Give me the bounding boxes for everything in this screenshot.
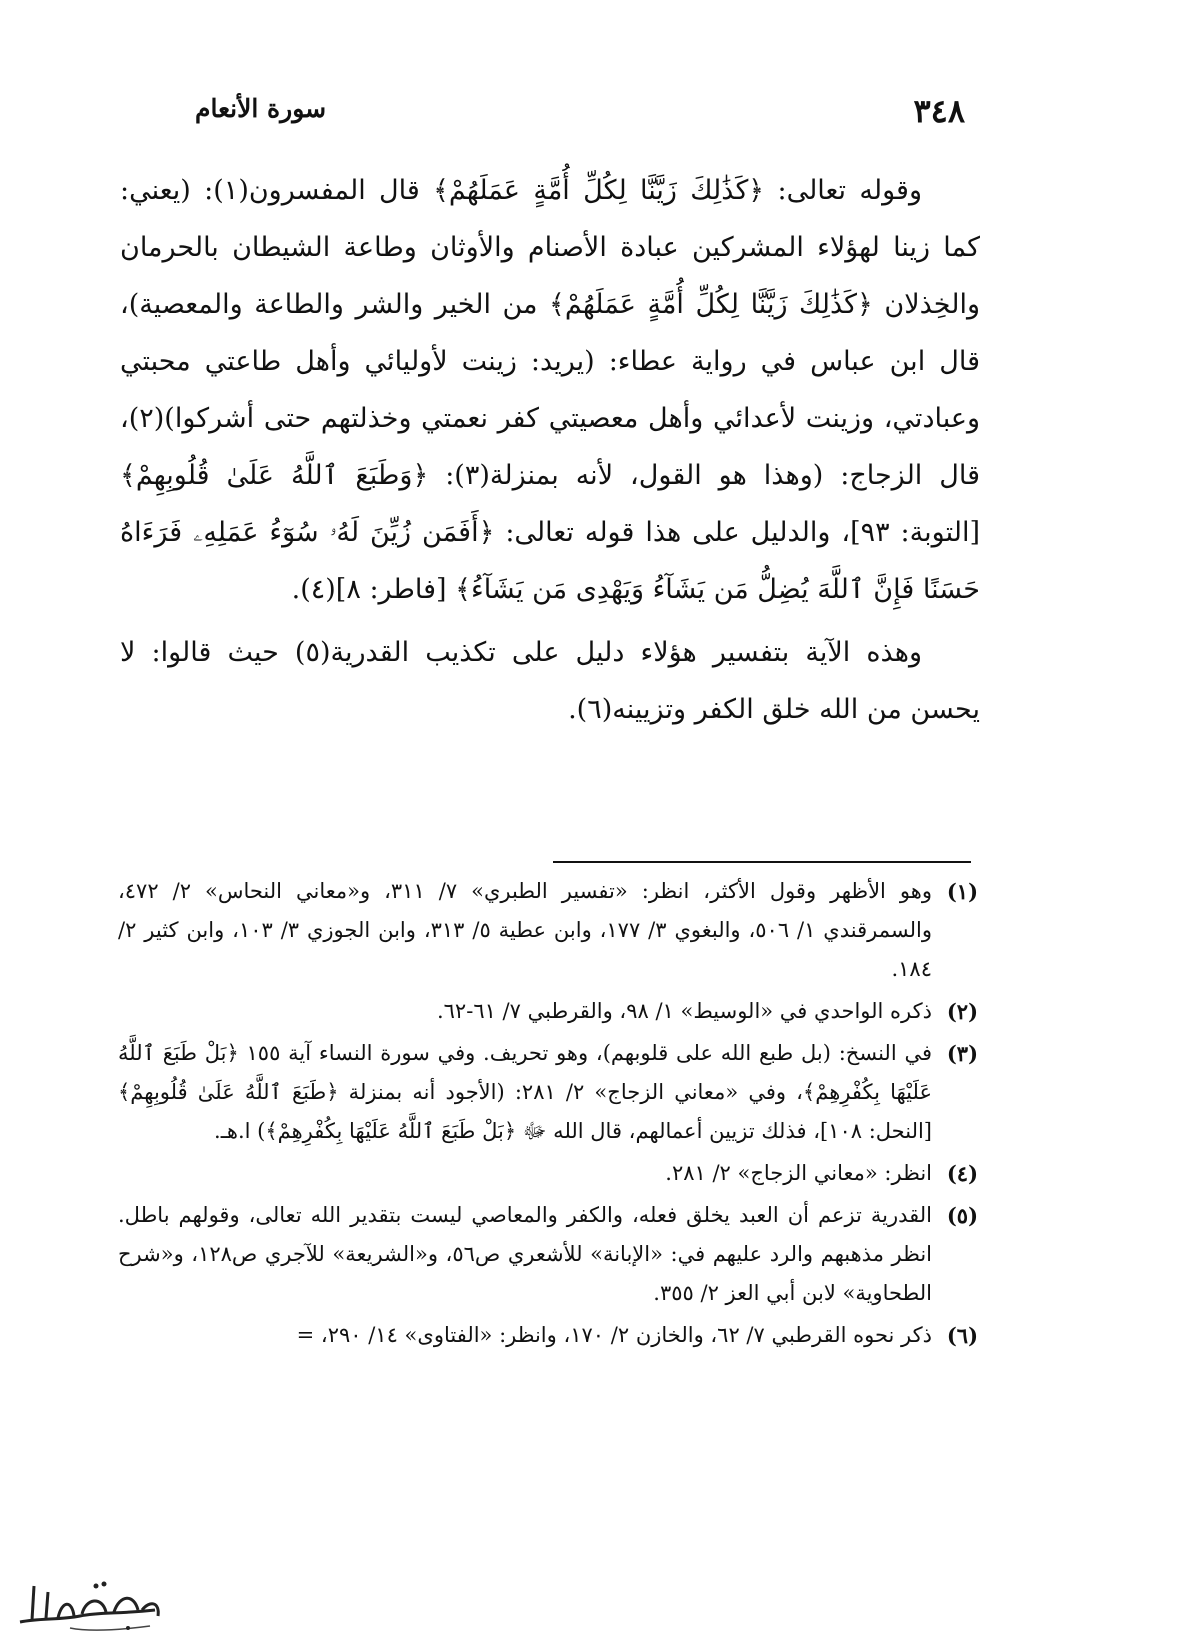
footnote-text: القدرية تزعم أن العبد يخلق فعله، والكفر والمعاصي ليست بتقدير الله تعالى، وقولهم باطل. انظر مذهبهم والرد عليهم في: «الإبانة» للأشعري ص٥٦، و«الشريعة» للآجري ص١٢٨، و«شرح الطحاوية» لابن أبي العز ٢/ ٣٥٥. — [118, 1203, 932, 1305]
footnote-text: وهو الأظهر وقول الأكثر، انظر: «تفسير الطبري» ٧/ ٣١١، و«معاني النحاس» ٢/ ٤٧٢، والسمرقندي ١/ ٥٠٦، والبغوي ٣/ ١٧٧، وابن عطية ٥/ ٣١٣، وابن الجوزي ٣/ ١٠٣، وابن كثير ٢/ ١٨٤. — [118, 879, 932, 981]
footnote-text: ذكره الواحدي في «الوسيط» ١/ ٩٨، والقرطبي ٧/ ٦١-٦٢. — [436, 999, 932, 1023]
page-header — [195, 92, 965, 142]
main-paragraph-1: وقوله تعالى: ﴿كَذَٰلِكَ زَيَّنَّا لِكُلِّ أُمَّةٍ عَمَلَهُمْ﴾ قال المفسرون(١): (يعني: كما زينا لهؤلاء المشركين عبادة الأصنام والأوثان وطاعة الشيطان بالحرمان والخِذلان ﴿كَذَٰلِكَ زَيَّنَّا لِكُلِّ أُمَّةٍ عَمَلَهُمْ﴾ من الخير والشر والطاعة والمعصية)، قال ابن عباس في رواية عطاء: (يريد: زينت لأوليائي وأهل طاعتي محبتي وعبادتي، وزينت لأعدائي وأهل معصيتي كفر نعمتي وخذلتهم حتى أشركوا)(٢)، قال الزجاج: (وهذا هو القول، لأنه بمنزلة(٣): ﴿وَطَبَعَ ٱللَّهُ عَلَىٰ قُلُوبِهِمْ﴾ [التوبة: ٩٣]، والدليل على هذا قوله تعالى: ﴿أَفَمَن زُيِّنَ لَهُۥ سُوٓءُ عَمَلِهِۦ فَرَءَاهُ حَسَنًا فَإِنَّ ٱللَّهَ يُضِلُّ مَن يَشَآءُ وَيَهْدِى مَن يَشَآءُ﴾ [فاطر: ٨](٤). — [120, 175, 980, 605]
seal-calligraphy-icon — [10, 1570, 170, 1640]
surah-title: سورة الأنعام — [195, 94, 327, 123]
footnote-number: (٢) — [946, 999, 978, 1024]
footnote-number: (١) — [946, 879, 978, 904]
publisher-seal-logo — [10, 1570, 170, 1640]
footnote-divider — [553, 861, 971, 863]
footnote-6 — [118, 1316, 978, 1355]
footnote-4 — [118, 1154, 978, 1193]
footnote-5 — [118, 1196, 978, 1313]
footnote-3 — [118, 1034, 978, 1151]
footnotes — [118, 872, 978, 1358]
footnote-number: (٥) — [946, 1203, 978, 1228]
footnote-1 — [118, 872, 978, 989]
main-paragraph-2: وهذه الآية بتفسير هؤلاء دليل على تكذيب القدرية(٥) حيث قالوا: لا يحسن من الله خلق الكفر وتزيينه(٦). — [120, 637, 980, 725]
main-text — [120, 162, 980, 744]
page-number: ٣٤٨ — [913, 92, 965, 130]
footnote-number: (٤) — [946, 1161, 978, 1186]
footnote-text: ذكر نحوه القرطبي ٧/ ٦٢، والخازن ٢/ ١٧٠، وانظر: «الفتاوى» ١٤/ ٢٩٠، = — [296, 1323, 932, 1347]
footnote-number: (٣) — [946, 1041, 978, 1066]
footnote-text: في النسخ: (بل طبع الله على قلوبهم)، وهو تحريف. وفي سورة النساء آية ١٥٥ ﴿بَلْ طَبَعَ ٱللَّهُ عَلَيْهَا بِكُفْرِهِمْ﴾، وفي «معاني الزجاج» ٢/ ٢٨١: (الأجود أنه بمنزلة ﴿طَبَعَ ٱللَّهُ عَلَىٰ قُلُوبِهِمْ﴾ [النحل: ١٠٨]، فذلك تزيين أعمالهم، قال الله ﷻ ﴿بَلْ طَبَعَ ٱللَّهُ عَلَيْهَا بِكُفْرِهِمْ﴾) ا.هـ. — [118, 1041, 932, 1143]
footnote-text: انظر: «معاني الزجاج» ٢/ ٢٨١. — [665, 1161, 932, 1185]
footnote-number: (٦) — [946, 1323, 978, 1348]
footnote-2 — [118, 992, 978, 1031]
